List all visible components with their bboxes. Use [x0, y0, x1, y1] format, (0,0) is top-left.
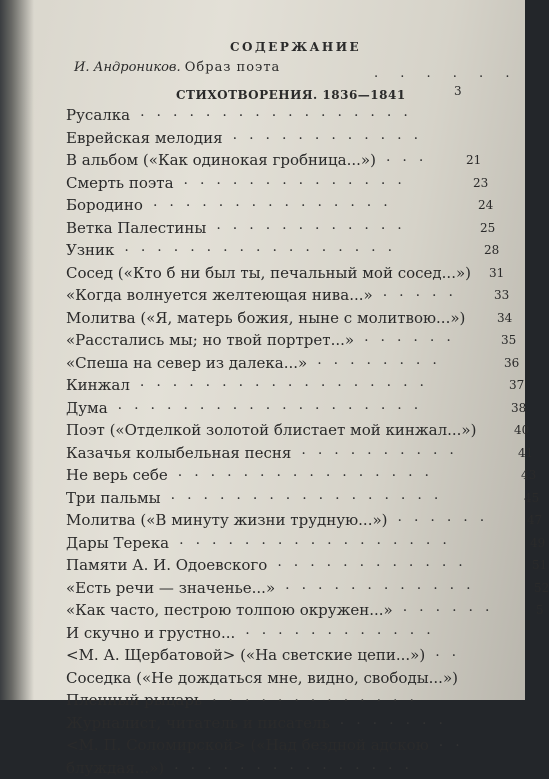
- toc-entry: [66, 284, 536, 307]
- toc-leader-dots: ............: [216, 214, 472, 237]
- toc-entry-page: 51: [532, 554, 547, 577]
- preface-leader-dots: . . . . . .: [374, 66, 518, 81]
- toc-entry-page: 21: [466, 149, 481, 172]
- toc-leader-dots: ...: [386, 146, 458, 169]
- toc-leader-dots: ..: [439, 731, 486, 754]
- preface-author: И. Андроников.: [74, 60, 181, 75]
- toc-leader-dots: ..................: [140, 371, 501, 394]
- toc-entry-title: <М. П. Соломирской> («Над бездной адскою: [66, 734, 429, 757]
- toc-entry: [66, 757, 536, 779]
- toc-entry: [66, 239, 536, 262]
- toc-entry-page: 34: [497, 307, 512, 330]
- section-title: СТИХОТВОРЕНИЯ. 1836—1841: [176, 88, 406, 102]
- toc-entry-title: Три пальмы: [66, 487, 161, 510]
- toc-entry-page: 47: [527, 509, 542, 532]
- toc-entry-page: 24: [478, 194, 493, 217]
- toc-leader-dots: .................: [140, 101, 486, 124]
- toc-leader-dots: ..............: [184, 169, 465, 192]
- toc-entry-page: 33: [494, 284, 509, 307]
- toc-entry-title: Узник: [66, 239, 114, 262]
- toc-leader-dots: .......: [340, 709, 486, 732]
- toc-entry-page: 52: [534, 577, 549, 600]
- toc-entry-page: 43: [521, 464, 536, 487]
- toc-entry-title: Дума: [66, 397, 108, 420]
- toc-entry-title: Ветка Палестины: [66, 217, 206, 240]
- toc-entry-page: 38: [511, 397, 526, 420]
- toc-leader-dots: .................: [171, 484, 516, 507]
- toc-list: [66, 104, 536, 779]
- toc-entry-page: 35: [501, 329, 516, 352]
- toc-leader-dots: ...................: [118, 394, 503, 417]
- toc-entry-page: 36: [504, 352, 519, 375]
- toc-entry-title: Казачья колыбельная песня: [66, 442, 291, 465]
- toc-entry-title: Кинжал: [66, 374, 130, 397]
- toc-entry-title: блуждая...»): [66, 757, 164, 779]
- preface-entry: [74, 60, 474, 75]
- toc-leader-dots: .................: [124, 236, 476, 259]
- toc-entry-title: «Когда волнуется желтеющая нива...»: [66, 284, 373, 307]
- toc-entry-page: 41: [518, 442, 533, 465]
- toc-entry-title: Поэт («Отделкой золотой блистает мой кинжал...»): [66, 419, 476, 442]
- preface-page-number: 3: [454, 84, 462, 98]
- toc-leader-dots: ......: [364, 326, 493, 349]
- toc-entry-title: Смерть поэта: [66, 172, 174, 195]
- contents-heading: СОДЕРЖАНИЕ: [230, 40, 361, 54]
- toc-entry: [66, 644, 536, 667]
- toc-entry-title: Сосед («Кто б ни был ты, печальный мой сосед...»): [66, 262, 471, 285]
- toc-entry-title: Бородино: [66, 194, 143, 217]
- toc-entry-title: Памяти А. И. Одоевского: [66, 554, 267, 577]
- toc-entry-page: 37: [509, 374, 524, 397]
- toc-entry-page: 23: [473, 172, 488, 195]
- toc-leader-dots: ............: [285, 574, 526, 597]
- toc-entry-title: Русалка: [66, 104, 130, 127]
- toc-leader-dots: ............: [277, 551, 524, 574]
- toc-leader-dots: ......: [398, 506, 520, 529]
- toc-entry-title: Дары Терека: [66, 532, 169, 555]
- toc-leader-dots: ......: [403, 596, 528, 619]
- toc-entry-title: Журналист, читатель и писатель: [66, 712, 330, 735]
- toc-entry-page: 31: [489, 262, 504, 285]
- toc-entry-title: Не верь себе: [66, 464, 168, 487]
- toc-leader-dots: ...............: [174, 754, 486, 777]
- toc-entry-title: Еврейская мелодия: [66, 127, 223, 150]
- toc-leader-dots: ..........: [301, 439, 510, 462]
- toc-leader-dots: ............: [233, 124, 486, 147]
- preface-title: Образ поэта: [185, 60, 281, 75]
- toc-entry-title: «Как часто, пестрою толпою окружен...»: [66, 599, 393, 622]
- toc-leader-dots: ...............: [153, 191, 470, 214]
- toc-leader-dots: ............: [245, 619, 486, 642]
- toc-leader-dots: .............: [212, 686, 486, 709]
- toc-entry-page: 40: [514, 419, 529, 442]
- toc-entry-title: Молитва («В минуту жизни трудную...»): [66, 509, 388, 532]
- toc-entry: [66, 397, 536, 420]
- toc-entry: [66, 127, 536, 150]
- toc-entry-page: 28: [484, 239, 499, 262]
- toc-leader-dots: .................: [179, 529, 522, 552]
- toc-entry-page: 25: [480, 217, 495, 240]
- toc-leader-dots: .....: [383, 281, 486, 304]
- toc-entry-title: <М. А. Щербатовой> («На светские цепи...»): [66, 644, 425, 667]
- toc-entry-page: 49: [530, 532, 545, 555]
- toc-entry-title: «Спеша на север из далека...»: [66, 352, 307, 375]
- toc-entry-title: Пленный рыцарь: [66, 689, 202, 712]
- toc-entry-page: 45: [524, 487, 539, 510]
- toc-leader-dots: ................: [178, 461, 513, 484]
- book-spine-shadow: [0, 0, 34, 700]
- toc-entry-title: И скучно и грустно...: [66, 622, 235, 645]
- toc-leader-dots: ........: [317, 349, 496, 372]
- toc-entry-title: «Есть речи — значенье...»: [66, 577, 275, 600]
- toc-entry-title: Соседка («Не дождаться мне, видно, свободы...»): [66, 667, 458, 690]
- toc-entry-title: В альбом («Как одинокая гробница...»): [66, 149, 376, 172]
- toc-entry-title: Молитва («Я, матерь божия, ныне с молитвою...»): [66, 307, 465, 330]
- toc-leader-dots: ..: [435, 641, 486, 664]
- toc-entry-page: 5: [536, 599, 544, 622]
- toc-entry-title: «Расстались мы; но твой портрет...»: [66, 329, 354, 352]
